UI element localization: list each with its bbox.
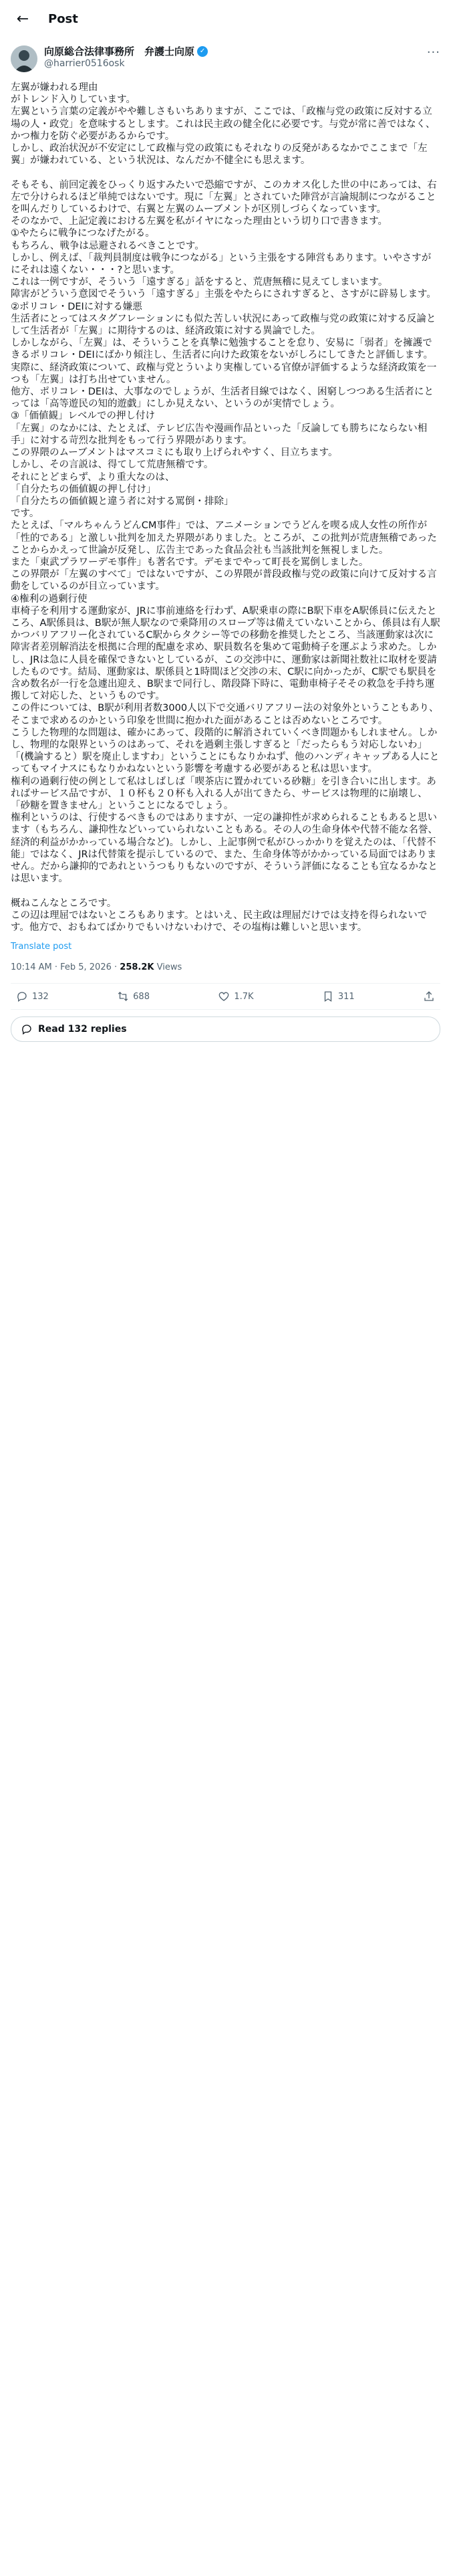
like-count: 1.7K bbox=[234, 991, 254, 1002]
chat-bubble-icon bbox=[21, 1023, 33, 1035]
post-timestamp[interactable]: 10:14 AM · Feb 5, 2026 · bbox=[11, 962, 120, 973]
heart-icon bbox=[218, 990, 230, 1002]
translate-post-link[interactable]: Translate post bbox=[11, 942, 72, 952]
bookmark-button[interactable] bbox=[322, 990, 355, 1002]
views-label: Views bbox=[154, 962, 182, 973]
verified-badge-icon: ✓ bbox=[197, 46, 208, 57]
bookmark-count: 311 bbox=[337, 991, 355, 1002]
display-name[interactable] bbox=[44, 45, 427, 58]
post-text: 左翼が嫌われる理由 がトレンド入りしています。 左翼という言葉の定義がやや難しさもいちありますが、ここでは、「政権与党の政策に反対する立場の人・政党」を意味するとします。これは民主政の健全化に必要です。与党が常に善ではなく、かつ権力を防ぐ必要があるからです。 しかし、政治状況が不安定にして政権与党の政策にもそれなりの反発があるなかでここまで「左翼」が嫌われている、という状況は、なんだか不健全にも思えます。 そもそも、前回定義をひっくり返すみたいで恐縮ですが、このカオス化した世の中にあっては、右左で分けられるほど単純ではないです。現に「左翼」とされていた陣営が言論規制につながることを叫んだりしているわけで、右翼と左翼のムーブメントが区別しづらくなっています。 そのなかで、上記定義における左翼を私がイヤになった理由という切り口で書きます。 ①やたらに戦争につなげたがる。 もちろん、戦争は忌避されるべきことです。 しかし、例えば、「裁判員制度は戦争につながる」という主張をする陣営もあります。いやさすがにそれは遠くない・・・?と思います。 これは一例ですが、そういう「遠すぎる」話をすると、荒唐無稽に見えてしまいます。 障害がどういう意図でそういう「遠すぎる」主張をやたらにされすぎると、さすがに辟易します。 ②ポリコレ・DEIに対する嫌悪 生活者にとってはスタグフレーションにも似た苦しい状況にあって政権与党の政策に対する反論として生活者が「左翼」に期待するのは、経済政策に対する異論でした。 しかしながら、「左翼」は、そういうことを真摯に勉強することを怠り、安易に「弱者」を擁護できるポリコレ・DEIにばかり傾注し、生活者に向けた政策をないがしろにしてきたと評価します。実際に、経済政策について、政権与党とういより実権している官僚が評価するような経済政策を一つも「左翼」は打ち出せていません。 他方、ポリコレ・DEIは、大事なのでしょうが、生活者目線ではなく、困窮しつつある生活者にとっては「高等遊民の知的遊戯」にしか見えない、というのが実情でしょう。 ③「価値観」レベルでの押し付け 「左翼」のなかには、たとえば、テレビ広告や漫画作品といった「反論しても勝ちにならない相手」に対する苛烈な批判をもって行う界隈があります。 この界隈のムーブメントはマスコミにも取り上げられやすく、目立ちます。 しかし、その言説は、得てして荒唐無稽です。 それにとどまらず、より重大なのは、 「自分たちの価値観の押し付け」 「自分たちの価値観と違う者に対する罵倒・排除」 です。 たとえば、「マルちゃんうどんCM事件」では、アニメーションでうどんを喫る成人女性の所作が「性的である」と激しい批判を加えた界隈がありました。ところが、この批判が荒唐無稽であったことからかえって世論が反発し、広告主であった食品会社も当該批判を無視しました。 また「東武プラワーデモ事件」も著名です。デモまでやって町長を罵倒しました。 この界隈が「左翼のすべて」ではないですが、この界隈が普段政権与党の政策に向けて反対する言動をしているのが目立っています。 ④権利の過剰行使 車椅子を利用する運動家が、JRに事前連絡を行わず、A駅乗車の際にB駅下車をA駅係員に伝えたところ、A駅係員は、B駅が無人駅なので乗降用のスロープ等は備えていないことから、係員は有人駅かつバリアフリー化されているC駅からタクシー等での移動を推奨したところ、当該運動家は次に障害者差別解消法を根拠に合理的配慮を求め、駅員数名を集めて電動椅子を運ぶよう求めた。しかし、JRは急に人員を確保できないとしているが、この交渉中に、運動家は新聞社数社に取材を要請したものです。結局、運動家は、駅係員と1時間ほど交渉の末、C駅に向かったが、C駅でも駅員を含め数名が一行を急遽出迎え、B駅まで同行し、階段降下時に、電動車椅子そその救急を手持ち運搬して対応した、というものです。 この件については、B駅が利用者数3000人以下で交通バリアフリー法の対象外ということもあり、そこまで求めるのかという印象を世間に抱かれた面があることは否めないところです。 こうした物理的な問題は、確かにあって、段階的に解消されていくべき問題かもしれません。しかし、物理的な限界というのはあって、それを過剰主張しすぎると「だったらもう対応しないわ」「(機論すると）駅を廃止しますわ」ということにもなりかねず、他のハンディキャップある人にとってもマイナスにもなりかねないという影響を考慮する必要があると私は思います。 権利の過剰行使の例として私はしばしば「喫茶店に置かれている砂糖」を引き合いに出します。あればサービス品ですが、１０杯も２０杯も入れる人が出てきたら、サービスは物理的に崩壊し、「砂糖を置きません」ということになるでしょう。 権利というのは、行使するべきものではありますが、一定の謙抑性が求められることもあると思います（もちろん、謙抑性などいっていられないこともある。その人の生命身体や代替不能な名誉、経済的利益がかかっている場合など)。しかし、上記事例で私がひっかかりを覚えたのは、「代替不能」ではなく、JRは代替策を提示しているので、また、生命身体等がかかっている局面ではありません。だから謙抑的であれというつもりもないのですが、そういう評価になることも宜なるかなとは思います。 概ねこんなところです。 この辺は理屈ではないところもあります。とはいえ、民主政は理屈だけでは支持を得られないです。他方で、おもねてばかりでもいけないわけで、その塩梅は難しいと思います。 bbox=[11, 82, 440, 934]
page-title: Post bbox=[48, 11, 78, 26]
display-name-text[interactable]: 向原総合法律事務所 弁護士向原 bbox=[44, 45, 195, 58]
read-replies-label: Read 132 replies bbox=[38, 1024, 127, 1035]
bookmark-icon bbox=[322, 990, 334, 1002]
reply-button[interactable] bbox=[16, 990, 49, 1002]
views-count: 258.2K bbox=[120, 962, 154, 973]
post-body bbox=[0, 72, 451, 1010]
reply-count: 132 bbox=[32, 991, 49, 1002]
avatar[interactable] bbox=[11, 45, 37, 72]
action-bar bbox=[11, 984, 440, 1009]
user-handle[interactable]: @harrier0516osk bbox=[44, 58, 125, 69]
back-arrow-icon[interactable]: ← bbox=[16, 10, 29, 27]
repost-button[interactable] bbox=[117, 990, 150, 1002]
replies-section bbox=[0, 1010, 451, 1049]
top-bar bbox=[0, 0, 451, 37]
read-replies-button[interactable] bbox=[11, 1016, 440, 1042]
post-author bbox=[0, 37, 451, 72]
post-meta bbox=[11, 962, 440, 972]
more-options-icon[interactable]: ··· bbox=[426, 45, 440, 60]
like-button[interactable] bbox=[218, 990, 253, 1002]
share-button[interactable] bbox=[423, 990, 435, 1002]
repost-count: 688 bbox=[133, 991, 150, 1002]
share-icon bbox=[423, 990, 435, 1002]
reply-icon bbox=[16, 990, 28, 1002]
repost-icon bbox=[117, 990, 129, 1002]
